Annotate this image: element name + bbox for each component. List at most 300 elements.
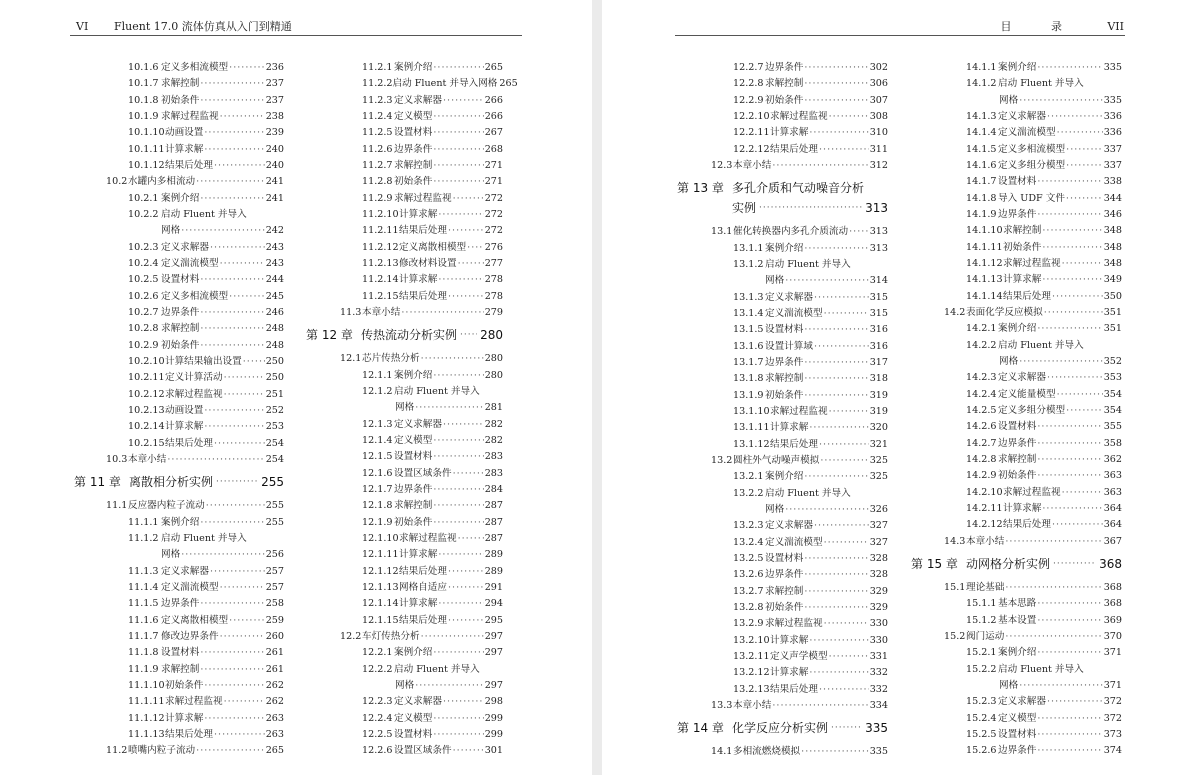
entry-page: 337 [1103, 159, 1122, 171]
entry-page: 325 [869, 471, 888, 483]
toc-subsection[interactable] [362, 125, 503, 141]
toc-subsection[interactable] [362, 482, 503, 498]
entry-title: 喷嘴内粒子流动 [128, 745, 196, 757]
toc-subsection[interactable] [733, 109, 888, 125]
entry-number: 12.1 [340, 353, 362, 365]
toc-subsection[interactable] [128, 403, 284, 419]
toc-subsection[interactable] [362, 93, 503, 109]
entry-title: 设置材料 [394, 451, 433, 463]
toc-subsection[interactable] [966, 403, 1122, 419]
toc-subsection[interactable] [733, 355, 888, 371]
toc-subsection[interactable] [128, 207, 284, 223]
toc-subsection[interactable] [362, 174, 503, 190]
toc-subsection[interactable] [733, 142, 888, 158]
entry-page: 280 [484, 353, 503, 365]
entry-number: 12.2.1 [362, 647, 393, 659]
entry-title: 求解控制 [161, 78, 200, 90]
toc-subsection[interactable] [733, 76, 888, 92]
entry-title: 边界条件 [765, 569, 804, 581]
toc-section[interactable] [106, 452, 284, 468]
dot-leader [181, 223, 265, 239]
toc-subsection[interactable] [128, 272, 284, 288]
toc-section[interactable] [944, 534, 1122, 550]
toc-subsection[interactable] [733, 306, 888, 322]
toc-section[interactable] [106, 174, 284, 190]
entry-page: 349 [1103, 274, 1122, 286]
dot-leader [1066, 403, 1103, 419]
toc-subsection[interactable] [128, 387, 284, 403]
toc-subsection[interactable] [966, 743, 1122, 759]
entry-page: 283 [484, 451, 503, 463]
toc-subsection[interactable] [128, 93, 284, 109]
toc-subsection[interactable] [966, 272, 1122, 288]
entry-page: 252 [265, 404, 284, 416]
entry-title: 求解控制 [394, 500, 433, 512]
entry-page: 295 [484, 614, 503, 626]
dot-leader [1005, 534, 1102, 550]
entry-title: 启动 Fluent 并导入 [394, 385, 480, 397]
entry-page: 259 [265, 614, 284, 626]
chapter-page: 280 [480, 328, 503, 343]
dot-leader [224, 370, 265, 386]
toc-section[interactable] [711, 698, 888, 714]
toc-subsection[interactable] [966, 501, 1122, 517]
dot-leader [200, 662, 264, 678]
toc-subsection[interactable] [733, 469, 888, 485]
entry-title: 网格 [395, 679, 415, 691]
entry-page: 368 [1103, 581, 1122, 593]
dot-leader [1037, 645, 1102, 661]
entry-title: 计算求解 [770, 634, 809, 646]
toc-subsection-continued[interactable] [161, 547, 284, 563]
entry-title: 求解过程监视 [1003, 486, 1061, 498]
dot-leader [1057, 387, 1103, 403]
entry-number: 14.1.3 [966, 110, 997, 122]
entry-page: 241 [265, 176, 284, 188]
toc-subsection[interactable] [966, 694, 1122, 710]
chapter-number: 第 14 章 [677, 721, 724, 736]
toc-subsection[interactable] [733, 241, 888, 257]
toc-subsection[interactable] [128, 613, 284, 629]
toc-subsection[interactable] [362, 711, 503, 727]
dot-leader [831, 718, 862, 738]
toc-subsection[interactable] [362, 564, 503, 580]
entry-page: 372 [1103, 696, 1122, 708]
toc-subsection[interactable] [966, 419, 1122, 435]
entry-title: 结果后处理 [165, 159, 213, 171]
toc-subsection[interactable] [128, 678, 284, 694]
entry-page: 355 [1103, 421, 1122, 433]
toc-subsection[interactable] [733, 60, 888, 76]
toc-subsection[interactable] [966, 485, 1122, 501]
toc-subsection[interactable] [966, 223, 1122, 239]
entry-page: 260 [265, 630, 284, 642]
toc-subsection[interactable] [362, 256, 503, 272]
entry-number: 11.1.3 [128, 565, 159, 577]
toc-section[interactable] [711, 224, 888, 240]
toc-subsection[interactable] [966, 240, 1122, 256]
entry-title: 定义多组分模型 [998, 404, 1066, 416]
toc-subsection[interactable] [128, 256, 284, 272]
dot-leader [204, 419, 264, 435]
toc-subsection[interactable] [362, 109, 503, 125]
toc-subsection[interactable] [362, 384, 503, 400]
entry-number: 14.2.4 [966, 388, 997, 400]
dot-leader [220, 580, 265, 596]
toc-subsection[interactable] [128, 76, 284, 92]
toc-subsection-continued[interactable] [395, 678, 503, 694]
toc-subsection[interactable] [362, 158, 503, 174]
toc-chapter-continued[interactable] [732, 198, 888, 218]
toc-subsection[interactable] [733, 567, 888, 583]
toc-section[interactable] [340, 629, 503, 645]
dot-leader [438, 207, 483, 223]
entry-title: 边界条件 [998, 208, 1037, 220]
entry-title: 定义求解器 [765, 520, 813, 532]
entry-title: 设置材料 [394, 728, 433, 740]
toc-subsection[interactable] [128, 305, 284, 321]
entry-title: 定义声学模型 [770, 650, 828, 662]
entry-number: 15.1.1 [966, 598, 997, 610]
chapter-title: 传热流动分析实例 [361, 328, 458, 343]
toc-subsection[interactable] [733, 125, 888, 141]
dot-leader [433, 109, 483, 125]
toc-subsection[interactable] [128, 125, 284, 141]
toc-section[interactable] [944, 305, 1122, 321]
toc-subsection[interactable] [966, 468, 1122, 484]
entry-title: 理论基础 [966, 581, 1005, 593]
toc-subsection[interactable] [128, 289, 284, 305]
entry-page: 240 [265, 159, 284, 171]
toc-subsection[interactable] [362, 449, 503, 465]
dot-leader [804, 355, 868, 371]
entry-page: 239 [265, 127, 284, 139]
entry-page: 314 [869, 275, 888, 287]
dot-leader [243, 354, 265, 370]
dot-leader [809, 633, 868, 649]
toc-subsection[interactable] [733, 371, 888, 387]
toc-subsection[interactable] [362, 596, 503, 612]
entry-title: 初始条件 [161, 339, 200, 351]
toc-subsection[interactable] [966, 596, 1122, 612]
toc-subsection[interactable] [128, 370, 284, 386]
toc-subsection-continued[interactable] [999, 678, 1122, 694]
toc-subsection[interactable] [362, 142, 503, 158]
chapter-title: 动网格分析实例 [966, 556, 1051, 571]
entry-page: 301 [484, 745, 503, 757]
dot-leader [819, 142, 869, 158]
toc-subsection[interactable] [128, 564, 284, 580]
entry-page: 242 [265, 225, 284, 237]
toc-subsection[interactable] [733, 682, 888, 698]
toc-subsection[interactable] [733, 600, 888, 616]
entry-title: 本章小结 [733, 159, 772, 171]
entry-page: 257 [265, 565, 284, 577]
dot-leader [448, 289, 484, 305]
toc-subsection-continued[interactable] [395, 400, 503, 416]
toc-subsection[interactable] [128, 580, 284, 596]
entry-page: 246 [265, 306, 284, 318]
toc-subsection[interactable] [362, 76, 518, 92]
entry-page: 348 [1103, 225, 1122, 237]
toc-subsection[interactable] [362, 60, 503, 76]
toc-subsection[interactable] [966, 613, 1122, 629]
toc-subsection[interactable] [966, 174, 1122, 190]
toc-subsection[interactable] [966, 207, 1122, 223]
entry-page: 363 [1103, 486, 1122, 498]
toc-section[interactable] [944, 629, 1122, 645]
toc-subsection[interactable] [362, 515, 503, 531]
entry-number: 12.1.11 [362, 549, 399, 561]
entry-page: 369 [1103, 614, 1122, 626]
toc-subsection[interactable] [128, 354, 284, 370]
dot-leader [224, 694, 265, 710]
toc-section[interactable] [711, 453, 888, 469]
entry-title: 计算求解 [165, 143, 204, 155]
toc-subsection[interactable] [362, 191, 503, 207]
toc-subsection[interactable] [362, 223, 503, 239]
entry-page: 266 [484, 94, 503, 106]
toc-subsection[interactable] [128, 629, 284, 645]
toc-subsection[interactable] [966, 645, 1122, 661]
toc-subsection[interactable] [362, 613, 503, 629]
entry-page: 277 [484, 257, 503, 269]
toc-subsection[interactable] [733, 257, 888, 273]
dot-leader [814, 290, 869, 306]
toc-subsection[interactable] [362, 240, 503, 256]
toc-subsection[interactable] [128, 645, 284, 661]
toc-subsection[interactable] [966, 125, 1122, 141]
toc-subsection[interactable] [362, 207, 503, 223]
toc-subsection[interactable] [128, 531, 284, 547]
toc-subsection[interactable] [733, 420, 888, 436]
toc-subsection[interactable] [128, 436, 284, 452]
dot-leader [1042, 501, 1102, 517]
toc-subsection[interactable] [128, 240, 284, 256]
entry-number: 12.1.3 [362, 418, 393, 430]
entry-number: 14.2 [944, 306, 966, 318]
toc-subsection[interactable] [128, 109, 284, 125]
toc-subsection[interactable] [733, 518, 888, 534]
toc-section[interactable] [106, 743, 284, 759]
toc-subsection[interactable] [733, 616, 888, 632]
toc-subsection[interactable] [966, 191, 1122, 207]
entry-number: 11.1 [106, 500, 128, 512]
entry-number: 14.2.11 [966, 502, 1003, 514]
dot-leader [785, 502, 869, 518]
entry-title: 定义模型 [394, 712, 433, 724]
toc-section[interactable] [711, 158, 888, 174]
entry-number: 12.1.10 [362, 532, 399, 544]
toc-subsection[interactable] [966, 60, 1122, 76]
toc-subsection[interactable] [128, 60, 284, 76]
toc-subsection[interactable] [128, 662, 284, 678]
dot-leader [809, 420, 868, 436]
toc-subsection[interactable] [128, 191, 284, 207]
toc-section[interactable] [340, 351, 503, 367]
entry-page: 352 [1103, 355, 1122, 367]
toc-subsection[interactable] [733, 437, 888, 453]
entry-page: 329 [869, 601, 888, 613]
entry-page: 250 [265, 372, 284, 384]
toc-subsection[interactable] [733, 339, 888, 355]
toc-subsection-continued[interactable] [765, 273, 888, 289]
entry-title: 求解控制 [394, 159, 433, 171]
entry-title: 本章小结 [966, 535, 1005, 547]
toc-subsection[interactable] [362, 498, 503, 514]
toc-subsection[interactable] [966, 452, 1122, 468]
toc-subsection-continued[interactable] [999, 354, 1122, 370]
toc-subsection[interactable] [733, 290, 888, 306]
toc-subsection[interactable] [966, 76, 1122, 92]
toc-subsection[interactable] [966, 370, 1122, 386]
toc-chapter[interactable] [677, 178, 888, 198]
entry-title: 网格 [765, 275, 785, 287]
toc-subsection[interactable] [733, 486, 888, 502]
toc-subsection[interactable] [128, 158, 284, 174]
toc-chapter[interactable] [911, 554, 1122, 574]
toc-subsection[interactable] [966, 338, 1122, 354]
entry-title: 启动 Fluent 并导入 [765, 258, 851, 270]
toc-subsection[interactable] [733, 322, 888, 338]
toc-subsection[interactable] [362, 662, 503, 678]
entry-number: 13.1.7 [733, 356, 764, 368]
dot-leader [1019, 678, 1103, 694]
dot-leader [814, 339, 869, 355]
toc-subsection[interactable] [362, 368, 503, 384]
entry-title: 定义求解器 [394, 696, 442, 708]
toc-subsection[interactable] [966, 142, 1122, 158]
toc-subsection[interactable] [362, 531, 503, 547]
entry-page: 335 [1103, 62, 1122, 73]
entry-title: 计算求解 [770, 422, 809, 434]
entry-page: 254 [265, 437, 284, 449]
toc-subsection[interactable] [362, 272, 503, 288]
toc-subsection[interactable] [128, 338, 284, 354]
toc-subsection[interactable] [362, 743, 503, 759]
toc-subsection[interactable] [966, 727, 1122, 743]
toc-section[interactable] [106, 498, 284, 514]
entry-title: 初始条件 [394, 516, 433, 528]
toc-subsection[interactable] [362, 417, 503, 433]
toc-section[interactable] [711, 744, 888, 760]
toc-subsection[interactable] [733, 649, 888, 665]
toc-subsection[interactable] [966, 517, 1122, 533]
entry-page: 346 [1103, 208, 1122, 220]
toc-subsection[interactable] [362, 580, 503, 596]
toc-chapter[interactable] [677, 718, 888, 738]
toc-subsection[interactable] [966, 158, 1122, 174]
toc-subsection[interactable] [733, 665, 888, 681]
toc-section[interactable] [944, 580, 1122, 596]
chapter-page: 368 [1099, 556, 1122, 571]
toc-subsection[interactable] [733, 93, 888, 109]
entry-page: 364 [1103, 502, 1122, 514]
toc-subsection[interactable] [362, 645, 503, 661]
dot-leader [433, 482, 483, 498]
toc-subsection[interactable] [966, 289, 1122, 305]
toc-subsection[interactable] [966, 321, 1122, 337]
toc-subsection[interactable] [733, 551, 888, 567]
dot-leader [819, 682, 869, 698]
toc-subsection-continued[interactable] [161, 223, 284, 239]
toc-subsection[interactable] [966, 436, 1122, 452]
entry-page: 354 [1103, 404, 1122, 416]
toc-section[interactable] [340, 305, 503, 321]
entry-number: 14.2.3 [966, 372, 997, 384]
entry-title: 边界条件 [161, 306, 200, 318]
dot-leader [433, 125, 483, 141]
toc-subsection[interactable] [128, 419, 284, 435]
entry-page: 320 [869, 422, 888, 434]
dot-leader [824, 535, 869, 551]
toc-subsection[interactable] [966, 662, 1122, 678]
toc-subsection[interactable] [966, 387, 1122, 403]
toc-subsection[interactable] [733, 535, 888, 551]
entry-title: 启动 Fluent 并导入网格 [392, 78, 498, 90]
toc-subsection[interactable] [128, 515, 284, 531]
toc-subsection-continued[interactable] [999, 93, 1122, 109]
toc-subsection-continued[interactable] [765, 502, 888, 518]
entry-title: 网格 [161, 549, 181, 561]
right-running-header [674, 19, 1124, 35]
toc-subsection[interactable] [733, 584, 888, 600]
toc-subsection[interactable] [733, 388, 888, 404]
toc-subsection[interactable] [128, 727, 284, 743]
toc-subsection[interactable] [966, 256, 1122, 272]
entry-title: 结果后处理 [399, 290, 447, 302]
entry-title: 初始条件 [1003, 241, 1042, 253]
entry-title: 定义湍流模型 [161, 581, 219, 593]
toc-subsection[interactable] [128, 694, 284, 710]
toc-subsection[interactable] [966, 711, 1122, 727]
toc-subsection[interactable] [966, 109, 1122, 125]
entry-number: 11.2.8 [362, 176, 393, 188]
entry-page: 253 [265, 421, 284, 433]
toc-subsection[interactable] [128, 596, 284, 612]
entry-title: 启动 Fluent 并导入 [161, 208, 247, 220]
dot-leader [829, 109, 869, 125]
toc-subsection[interactable] [362, 433, 503, 449]
entry-page: 335 [869, 746, 888, 758]
dot-leader [438, 272, 483, 288]
toc-subsection[interactable] [733, 633, 888, 649]
toc-subsection[interactable] [128, 711, 284, 727]
toc-subsection[interactable] [733, 404, 888, 420]
dot-leader [458, 256, 484, 272]
toc-chapter[interactable] [306, 325, 503, 345]
entry-number: 11.1.11 [128, 696, 165, 708]
entry-title: 定义计算活动 [165, 372, 223, 384]
toc-subsection[interactable] [362, 289, 503, 305]
entry-title: 定义多相流模型 [161, 62, 229, 73]
toc-subsection[interactable] [362, 727, 503, 743]
toc-chapter[interactable] [74, 472, 284, 492]
entry-number: 10.2.6 [128, 290, 159, 302]
toc-subsection[interactable] [128, 142, 284, 158]
toc-subsection[interactable] [362, 694, 503, 710]
entry-number: 15.2.5 [966, 728, 997, 740]
entry-page: 272 [484, 208, 503, 220]
dot-leader [1037, 174, 1102, 190]
toc-subsection[interactable] [362, 547, 503, 563]
entry-page: 321 [869, 438, 888, 450]
entry-title: 边界条件 [998, 745, 1037, 757]
dot-leader [1062, 256, 1103, 272]
entry-page: 335 [1103, 94, 1122, 106]
toc-subsection[interactable] [362, 466, 503, 482]
toc-subsection[interactable] [128, 321, 284, 337]
